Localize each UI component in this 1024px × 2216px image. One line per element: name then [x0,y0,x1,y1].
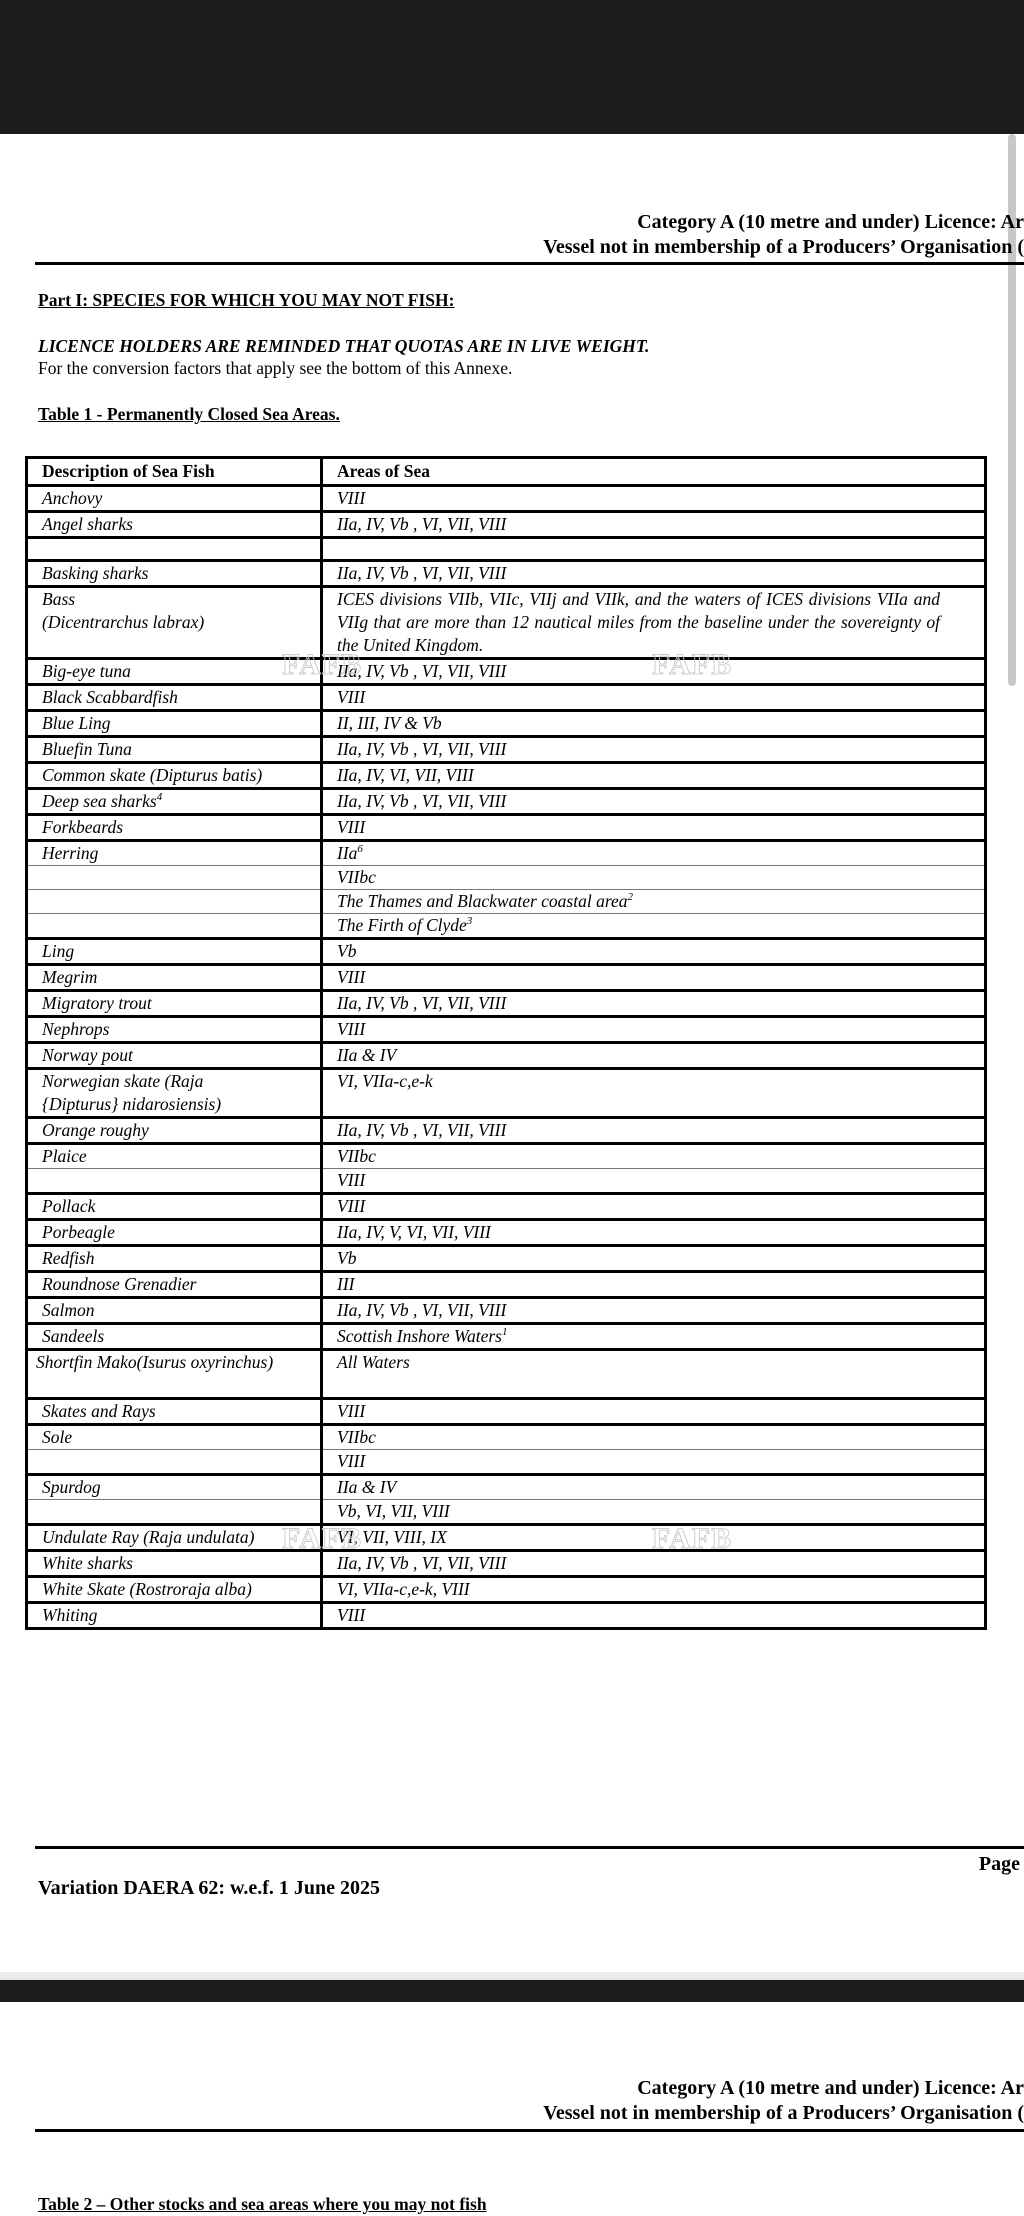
fish-cell [27,1399,322,1425]
area-cell [322,1246,986,1272]
area-cell [322,512,986,538]
table-row [27,1043,986,1069]
table-row [27,815,986,841]
area-cell [322,1500,986,1525]
table-row [27,737,986,763]
page2-header-line-2: Vessel not in membership of a Producers’ Organisation ( [543,2102,1024,2124]
area-text: Scottish Inshore Waters [337,1326,502,1346]
fish-cell [27,1043,322,1069]
area-text: IIa & IV [337,1045,397,1065]
area-cell [322,1350,986,1399]
area-text: Vb [337,1248,357,1268]
area-cell [322,1069,986,1118]
area-text: IIa, IV, Vb , VI, VII, VIII [337,739,507,759]
fish-cell [27,1500,322,1525]
area-text: IIa, IV, Vb , VI, VII, VIII [337,514,507,534]
fish-name: Forkbeards [42,817,124,837]
area-cell [322,1324,986,1350]
area-text: IIa [337,843,358,863]
area-text: VIII [337,1170,366,1190]
fish-cell [27,789,322,815]
fish-cell [27,737,322,763]
area-cell [322,1450,986,1475]
fish-cell [27,1603,322,1629]
conversion-note: For the conversion factors that apply see the bottom of this Annexe. [38,358,513,378]
column-header-fish: Description of Sea Fish [27,458,322,486]
area-text: IIa, IV, Vb , VI, VII, VIII [337,661,507,681]
watermark: FAFB [652,648,733,681]
watermark: FAFB [282,648,363,681]
area-text: VIIbc [337,1427,376,1447]
fish-name: Orange roughy [42,1120,149,1140]
area-text: IIa, IV, Vb , VI, VII, VIII [337,1120,507,1140]
area-text: VI, VIIa-c,e-k [337,1071,433,1091]
fish-name: Nephrops [42,1019,110,1039]
table-row [27,1118,986,1144]
area-cell [322,939,986,965]
area-text: The Firth of Clyde [337,915,467,935]
area-cell [322,737,986,763]
area-text: VI, VIIa-c,e-k, VIII [337,1579,470,1599]
area-text: Vb [337,941,357,961]
area-cell [322,1220,986,1246]
fish-name: White Skate (Rostroraja alba) [42,1579,252,1599]
fish-cell [27,538,322,561]
fish-cell [27,685,322,711]
table-row [27,1069,986,1118]
area-cell [322,1017,986,1043]
area-text: VIIbc [337,867,376,887]
fish-name: Sole [42,1427,73,1447]
watermark: FAFB [652,1522,733,1555]
table-row [27,1298,986,1324]
table-row [27,965,986,991]
footnote-marker: 4 [156,791,163,804]
column-header-areas: Areas of Sea [322,458,986,486]
fish-cell [27,1246,322,1272]
area-text: VI, VII, VIII, IX [337,1527,447,1547]
fish-cell [27,763,322,789]
footnote-marker: 1 [501,1326,508,1339]
fish-name: Plaice [42,1146,87,1166]
area-text: IIa, IV, Vb , VI, VII, VIII [337,1300,507,1320]
table-row [27,685,986,711]
fish-cell [27,1272,322,1298]
area-cell [322,991,986,1017]
fish-name: Undulate Ray (Raja undulata) [42,1527,255,1547]
table-row [27,1220,986,1246]
area-cell [322,866,986,890]
area-text: III [337,1274,355,1294]
area-cell [322,815,986,841]
area-cell [322,538,986,561]
table-row [27,1144,986,1169]
fish-name: Salmon [42,1300,95,1320]
fish-name: Whiting [42,1605,98,1625]
table-row [27,1017,986,1043]
area-text: IIa, IV, Vb , VI, VII, VIII [337,1553,507,1573]
fish-name: Sandeels [42,1326,105,1346]
fish-cell [27,711,322,737]
page2-header-rule [35,2129,1024,2132]
area-text: IIa & IV [337,1477,397,1497]
fish-cell [27,561,322,587]
fish-cell [27,1551,322,1577]
table-row [27,914,986,939]
fish-cell [27,914,322,939]
fish-cell [27,1577,322,1603]
area-text: All Waters [337,1352,410,1372]
table-row [27,486,986,512]
fish-cell [27,1324,322,1350]
area-text: VIII [337,687,366,707]
page-separator-bar [0,1978,1024,2002]
fish-name: Redfish [42,1248,95,1268]
fish-name: Migratory trout [42,993,152,1013]
area-cell [322,965,986,991]
table-row [27,1475,986,1500]
area-cell [322,1298,986,1324]
area-cell [322,1577,986,1603]
table-row [27,512,986,538]
viewer-top-bar [0,0,1024,134]
area-cell [322,711,986,737]
page-number-label: Page [978,1853,1020,1875]
area-cell [322,1118,986,1144]
fish-name: Bass [42,589,76,609]
table-row [27,1425,986,1450]
fish-name: Bluefin Tuna [42,739,132,759]
table-header-row [27,458,986,486]
fish-cell [27,991,322,1017]
area-cell [322,1425,986,1450]
fish-cell [27,1525,322,1551]
fish-name: Porbeagle [42,1222,115,1242]
footnote-marker: 2 [627,891,634,904]
table-row [27,561,986,587]
table-row [27,789,986,815]
area-cell [322,1399,986,1425]
fish-cell [27,486,322,512]
part-title: Part I: SPECIES FOR WHICH YOU MAY NOT FISH: [38,290,455,310]
area-cell [322,561,986,587]
fish-cell [27,866,322,890]
closed-sea-areas-table [25,456,987,1630]
fish-name-line2: {Dipturus} nidarosiensis) [42,1094,222,1114]
fish-name: Pollack [42,1196,96,1216]
fish-cell [27,1144,322,1169]
page2-header-line-1: Category A (10 metre and under) Licence: Ar [637,2077,1024,2099]
table-row [27,763,986,789]
table-row [27,1350,986,1399]
fish-cell [27,659,322,685]
table-row [27,1500,986,1525]
fish-cell [27,1118,322,1144]
area-text: VIII [337,1451,366,1471]
fish-name: Herring [42,843,99,863]
area-text: VIIbc [337,1146,376,1166]
area-text: VIII [337,1019,366,1039]
area-cell [322,1272,986,1298]
area-text: ICES divisions VIIb, VIIc, VIIj and VIIk, and the waters of ICES divisions VIIa and VIIg that are more than 12 nautical miles from the baseline under the sovereignty of the United Kingdom. [337,589,940,655]
watermark: FAFB [282,1522,363,1555]
area-text: IIa, IV, VI, VII, VIII [337,765,474,785]
table-row [27,1169,986,1194]
area-text: VIII [337,488,366,508]
area-cell [322,789,986,815]
fish-cell [27,1220,322,1246]
table-row [27,538,986,561]
footer-rule [35,1846,1024,1849]
area-cell [322,1475,986,1500]
table-row [27,711,986,737]
fish-name: Common skate (Dipturus batis) [42,765,263,785]
area-cell [322,1169,986,1194]
fish-name: White sharks [42,1553,133,1573]
footnote-marker: 3 [466,915,473,928]
fish-cell [27,1425,322,1450]
fish-cell [27,1298,322,1324]
fish-name: Spurdog [42,1477,101,1497]
area-cell [322,1144,986,1169]
fish-cell [27,1169,322,1194]
table-row [27,991,986,1017]
table-row [27,1399,986,1425]
area-cell [322,1603,986,1629]
fish-name-line2: (Dicentrarchus labrax) [42,612,205,632]
table-row [27,939,986,965]
fish-cell [27,841,322,866]
fish-cell [27,815,322,841]
fish-cell [27,587,322,659]
fish-cell [27,939,322,965]
area-cell [322,1194,986,1220]
fish-cell [27,1194,322,1220]
fish-name: Black Scabbardfish [42,687,178,707]
footnote-marker: 6 [357,843,363,856]
fish-name: Big-eye tuna [42,661,131,681]
fish-cell [27,1475,322,1500]
table-row [27,1272,986,1298]
fish-name: Norway pout [42,1045,133,1065]
area-text: IIa, IV, V, VI, VII, VIII [337,1222,491,1242]
fish-cell [27,1017,322,1043]
header-rule [35,262,1024,265]
table-row [27,1450,986,1475]
table2-title: Table 2 – Other stocks and sea areas where you may not fish [38,2194,487,2214]
area-cell [322,763,986,789]
area-cell [322,890,986,914]
area-cell [322,1043,986,1069]
area-text: IIa, IV, Vb , VI, VII, VIII [337,791,507,811]
area-text: II, III, IV & Vb [337,713,442,733]
fish-name: Shortfin Mako(Isurus oxyrinchus) [36,1352,274,1372]
area-text: VIII [337,1196,366,1216]
area-text: VIII [337,817,366,837]
area-text: VIII [337,1605,366,1625]
area-cell [322,914,986,939]
fish-name: Ling [42,941,75,961]
fish-name: Norwegian skate (Raja [42,1071,204,1091]
table-row [27,890,986,914]
area-text: IIa, IV, Vb , VI, VII, VIII [337,563,507,583]
fish-name: Blue Ling [42,713,111,733]
fish-name: Deep sea sharks [42,791,157,811]
table-row [27,1194,986,1220]
fish-cell [27,890,322,914]
variation-note: Variation DAERA 62: w.e.f. 1 June 2025 [38,1877,381,1899]
table-row [27,1603,986,1629]
table-row [27,1525,986,1551]
area-text: VIII [337,1401,366,1421]
table-row [27,1324,986,1350]
fish-name: Angel sharks [42,514,133,534]
area-cell [322,685,986,711]
area-cell [322,841,986,866]
area-cell [322,486,986,512]
table-row [27,841,986,866]
document-header-line-2: Vessel not in membership of a Producers’ Organisation ( [543,236,1024,258]
fish-name: Megrim [42,967,98,987]
area-text: IIa, IV, Vb , VI, VII, VIII [337,993,507,1013]
fish-cell [27,1069,322,1118]
document-header-line-1: Category A (10 metre and under) Licence: Ar [637,211,1024,233]
fish-name: Roundnose Grenadier [42,1274,197,1294]
area-text: VIII [337,967,366,987]
quota-reminder: LICENCE HOLDERS ARE REMINDED THAT QUOTAS ARE IN LIVE WEIGHT. [38,336,650,356]
fish-cell [27,1450,322,1475]
table-row [27,1551,986,1577]
fish-cell [27,512,322,538]
area-text: Vb, VI, VII, VIII [337,1501,450,1521]
fish-cell [27,965,322,991]
table-row [27,866,986,890]
fish-cell [27,1350,322,1399]
fish-name: Skates and Rays [42,1401,156,1421]
table-row [27,1246,986,1272]
fish-name: Basking sharks [42,563,149,583]
table-row [27,1577,986,1603]
table1-title: Table 1 - Permanently Closed Sea Areas. [38,404,340,424]
fish-name: Anchovy [42,488,103,508]
table-row [27,587,986,659]
area-text: The Thames and Blackwater coastal area [337,891,628,911]
table-row [27,659,986,685]
